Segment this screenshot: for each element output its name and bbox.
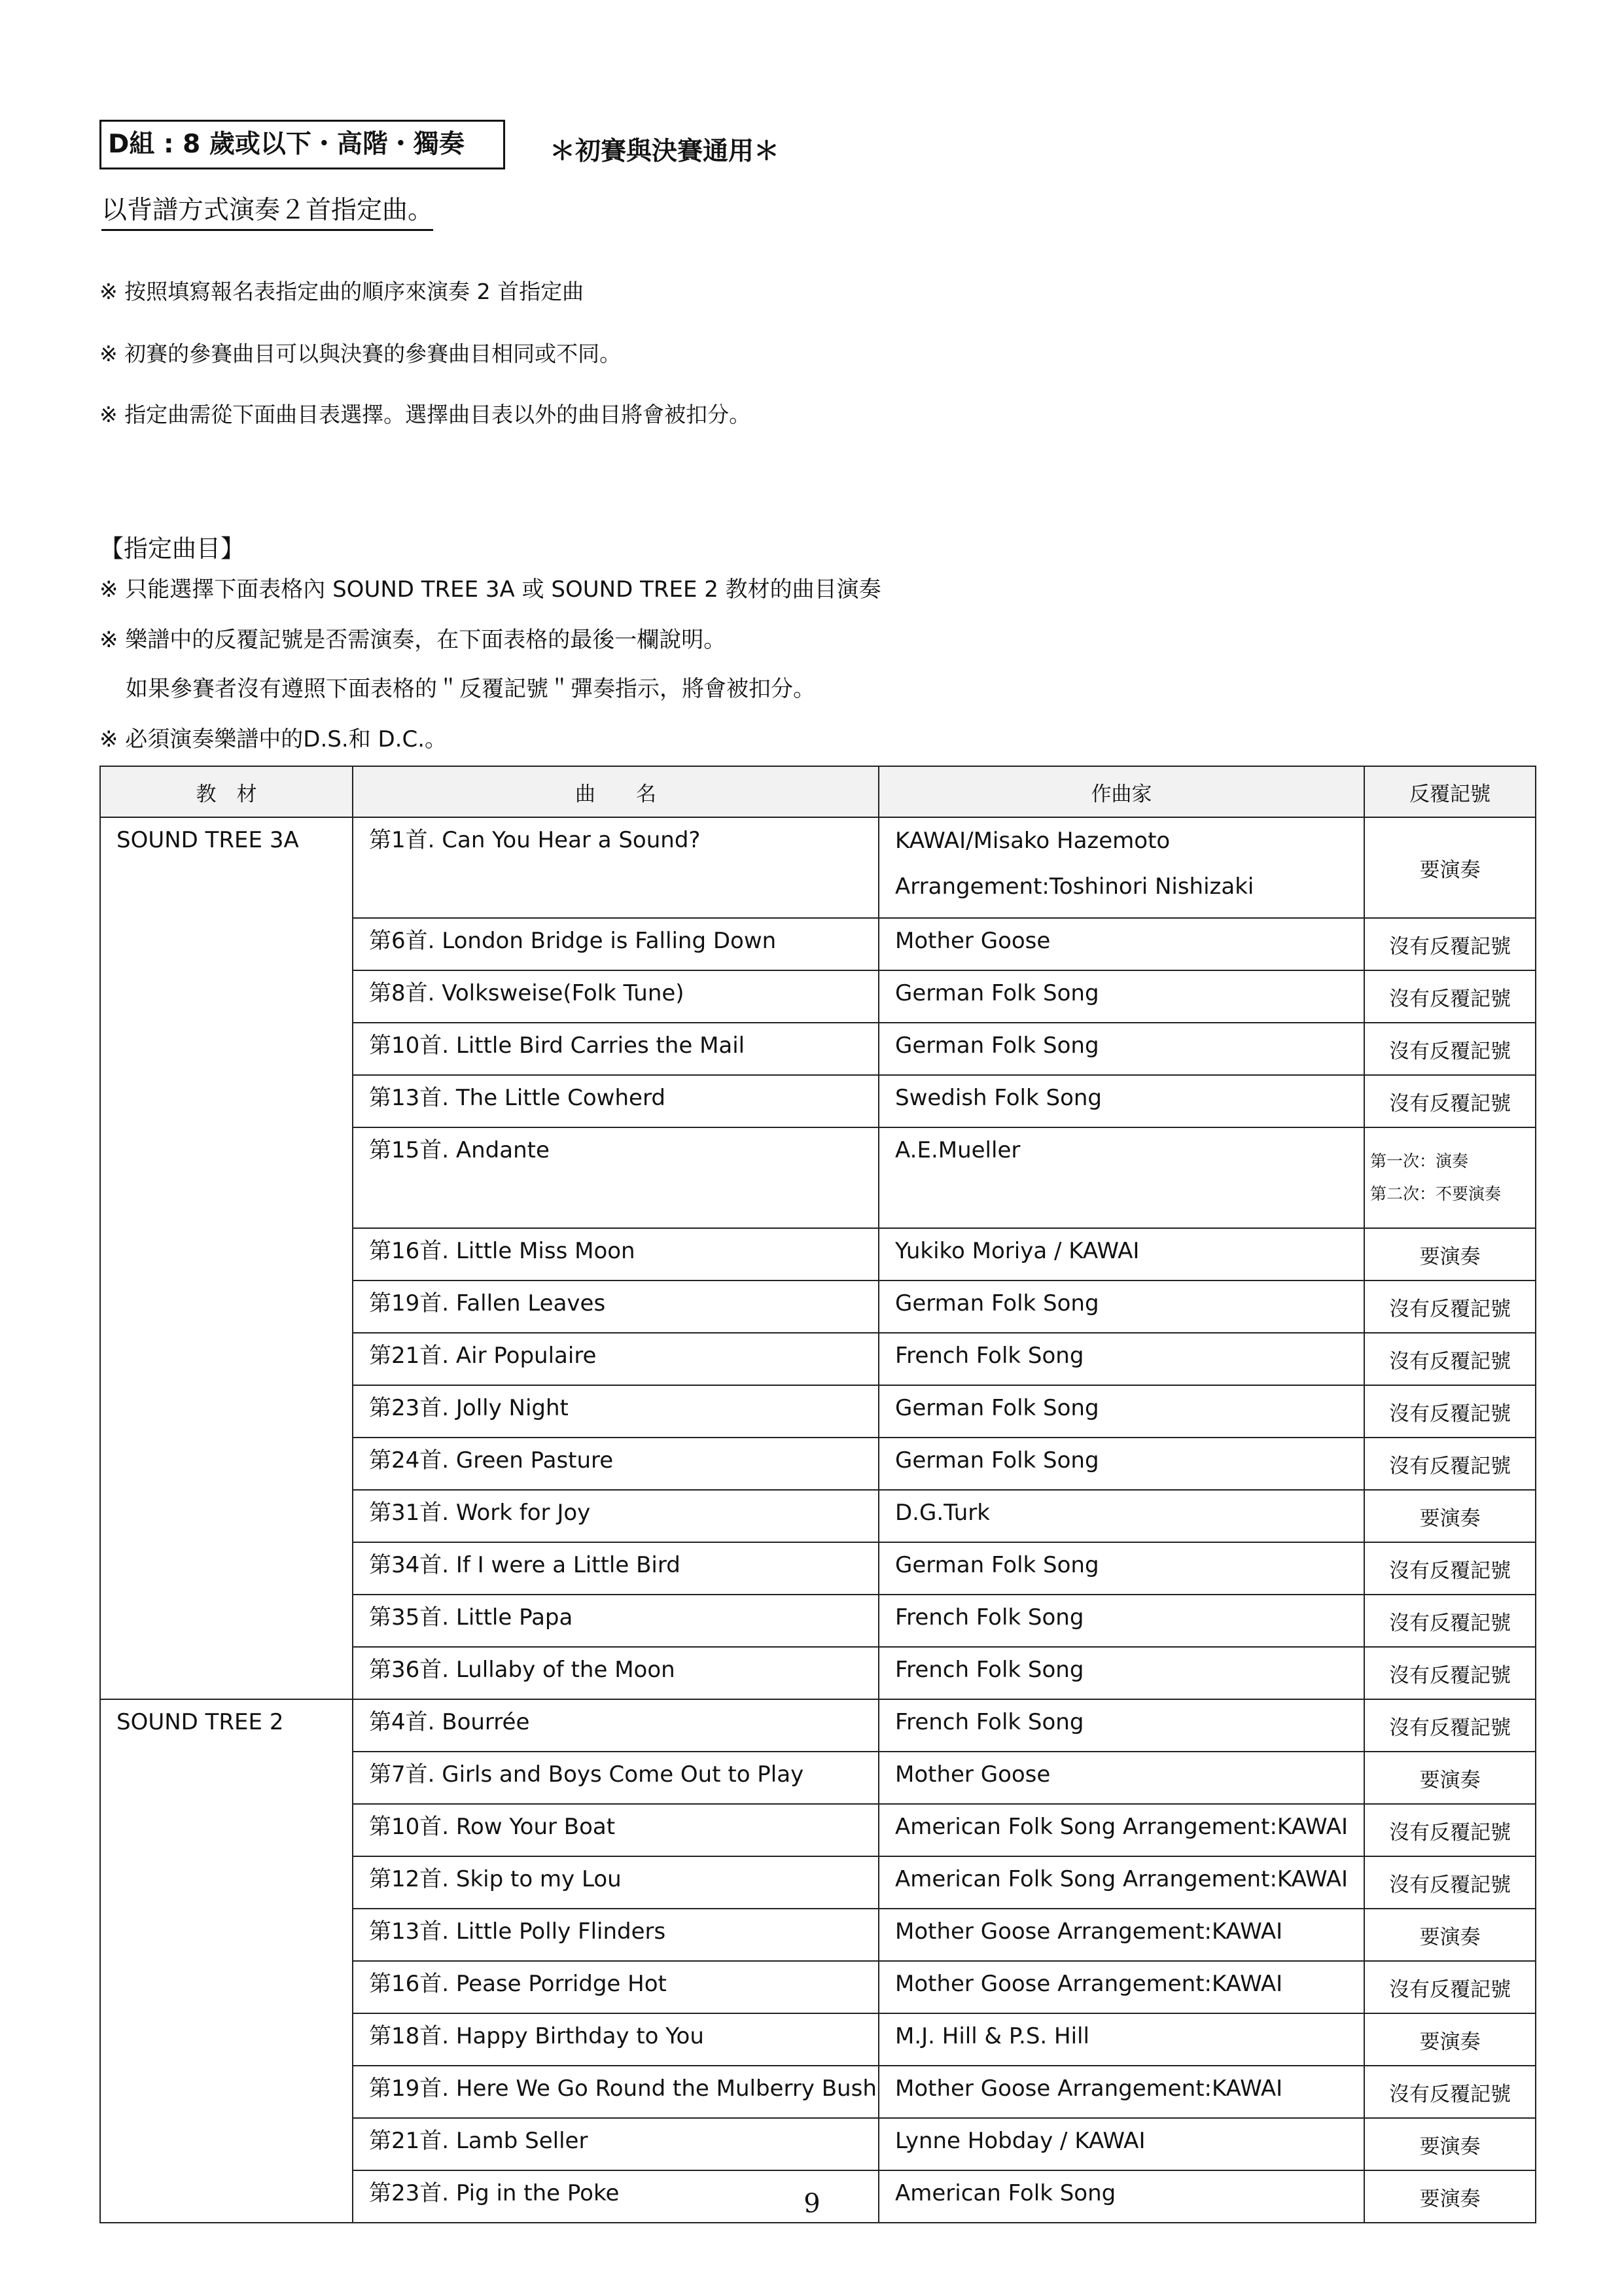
repeat-cell [1364, 1385, 1536, 1438]
material-cell-continued [100, 1127, 353, 1228]
title-cell [353, 2013, 879, 2066]
composer-cell [879, 1909, 1364, 1961]
material-cell-continued [100, 1438, 353, 1490]
title-cell [353, 1752, 879, 1804]
title-cell [353, 1595, 879, 1647]
page-number: 9 [803, 2189, 821, 2219]
composer-cell [879, 1647, 1364, 1699]
table-row [100, 970, 1536, 1023]
title-cell [353, 1490, 879, 1542]
material-cell-continued [100, 1075, 353, 1127]
repeat-instruction: 沒有反覆記號 [1389, 1663, 1511, 1687]
composer-name: Arrangement:Toshinori Nishizaki [895, 874, 1254, 900]
table-row [100, 1752, 1536, 1804]
composer-cell [879, 1228, 1364, 1280]
composer-name: A.E.Mueller [895, 1137, 1021, 1163]
composer-cell [879, 918, 1364, 970]
material-cell-continued [100, 970, 353, 1023]
composer-cell [879, 1075, 1364, 1127]
table-body [100, 817, 1536, 2223]
repeat-cell [1364, 2013, 1536, 2066]
rule-ds-dc: ※ 必須演奏樂譜中的D.S.和 D.C.。 [99, 726, 448, 752]
table-row [100, 1023, 1536, 1075]
repeat-instruction: 沒有反覆記號 [1389, 2082, 1511, 2106]
title-cell [353, 1385, 879, 1438]
composer-cell [879, 1542, 1364, 1595]
title-cell [353, 1909, 879, 1961]
composer-cell [879, 1385, 1364, 1438]
table-row [100, 2066, 1536, 2118]
piece-title: 第6首. London Bridge is Falling Down [369, 928, 777, 954]
table-row [100, 1647, 1536, 1699]
composer-name: M.J. Hill & P.S. Hill [895, 2023, 1089, 2049]
piece-title: 第7首. Girls and Boys Come Out to Play [369, 1761, 804, 1788]
repeat-cell [1364, 1647, 1536, 1699]
repeat-instruction: 沒有反覆記號 [1389, 1091, 1511, 1116]
title-cell [353, 1856, 879, 1909]
material-cell-continued [100, 1023, 353, 1075]
note-order: ※ 按照填寫報名表指定曲的順序來演奏 2 首指定曲 [99, 279, 584, 304]
material-cell-continued [100, 2118, 353, 2170]
repeat-instruction: 沒有反覆記號 [1389, 1402, 1511, 1426]
title-cell [353, 1023, 879, 1075]
repeat-cell [1364, 817, 1536, 918]
repeat-cell [1364, 1804, 1536, 1856]
piece-title: 第34首. If I were a Little Bird [369, 1552, 680, 1578]
piece-title: 第16首. Pease Porridge Hot [369, 1971, 667, 1997]
repeat-cell [1364, 1542, 1536, 1595]
composer-name: American Folk Song [895, 2180, 1116, 2206]
composer-cell [879, 1752, 1364, 1804]
composer-name: Mother Goose Arrangement:KAWAI [895, 1918, 1283, 1945]
material-cell-continued [100, 1856, 353, 1909]
rule-repeat-signs: ※ 樂譜中的反覆記號是否需演奏，在下面表格的最後一欄說明。 [99, 627, 726, 653]
piece-title: 第8首. Volksweise(Folk Tune) [369, 980, 684, 1006]
title-cell [353, 1542, 879, 1595]
table-row [100, 1909, 1536, 1961]
composer-cell [879, 1699, 1364, 1752]
repeat-instruction: 第一次：演奏 [1370, 1152, 1469, 1171]
composer-name: D.G.Turk [895, 1500, 990, 1526]
repeat-instruction: 要演奏 [1419, 858, 1481, 882]
repeat-instruction: 要演奏 [1419, 2187, 1481, 2211]
piece-title: 第21首. Air Populaire [369, 1343, 597, 1369]
material-cell-continued [100, 1385, 353, 1438]
repeat-cell [1364, 1333, 1536, 1385]
repeat-cell [1364, 1438, 1536, 1490]
rule-materials: ※ 只能選擇下面表格內 SOUND TREE 3A 或 SOUND TREE 2 教材的曲目演奏 [99, 576, 881, 603]
piece-title: 第4首. Bourrée [369, 1709, 530, 1735]
table-row [100, 817, 1536, 918]
table-row [100, 2013, 1536, 2066]
composer-cell [879, 1438, 1364, 1490]
repeat-instruction: 沒有反覆記號 [1389, 1611, 1511, 1635]
table-row [100, 1542, 1536, 1595]
composer-name: Lynne Hobday / KAWAI [895, 2128, 1146, 2154]
piece-title: 第18首. Happy Birthday to You [369, 2023, 704, 2049]
piece-title: 第16首. Little Miss Moon [369, 1238, 635, 1264]
repeat-cell [1364, 1961, 1536, 2013]
repeat-cell [1364, 1490, 1536, 1542]
repeat-instruction: 要演奏 [1419, 1245, 1481, 1269]
repeat-instruction: 第二次：不要演奏 [1370, 1184, 1502, 1203]
piece-title: 第10首. Row Your Boat [369, 1814, 616, 1840]
composer-name: French Folk Song [895, 1343, 1084, 1369]
composer-cell [879, 1280, 1364, 1333]
repeat-cell [1364, 1075, 1536, 1127]
material-name: SOUND TREE 3A [116, 827, 299, 853]
repeat-cell [1364, 1595, 1536, 1647]
repeat-cell [1364, 2118, 1536, 2170]
repeat-cell [1364, 1023, 1536, 1075]
title-cell [353, 1075, 879, 1127]
material-cell-continued [100, 1961, 353, 2013]
piece-table [99, 766, 1536, 2223]
title-cell [353, 1127, 879, 1228]
composer-name: Mother Goose [895, 928, 1051, 954]
material-cell [100, 817, 353, 918]
material-cell-continued [100, 1280, 353, 1333]
repeat-cell [1364, 1127, 1536, 1228]
common-note: ＊初賽與決賽通用＊ [550, 137, 780, 166]
material-cell-continued [100, 1804, 353, 1856]
composer-cell [879, 1804, 1364, 1856]
repeat-instruction: 沒有反覆記號 [1389, 1039, 1511, 1063]
table-row [100, 1075, 1536, 1127]
piece-title: 第21首. Lamb Seller [369, 2128, 588, 2154]
material-cell-continued [100, 1228, 353, 1280]
composer-name: American Folk Song Arrangement:KAWAI [895, 1866, 1349, 1892]
title-cell [353, 970, 879, 1023]
composer-name: French Folk Song [895, 1657, 1084, 1683]
repeat-instruction: 沒有反覆記號 [1389, 1349, 1511, 1373]
title-cell [353, 1333, 879, 1385]
composer-cell [879, 1595, 1364, 1647]
note-same-or-different: ※ 初賽的參賽曲目可以與決賽的參賽曲目相同或不同。 [99, 341, 622, 366]
material-cell-continued [100, 1542, 353, 1595]
table-header-row [100, 766, 1536, 817]
material-cell-continued [100, 1647, 353, 1699]
piece-title: 第13首. Little Polly Flinders [369, 1918, 666, 1945]
title-cell [353, 1280, 879, 1333]
note-penalty: ※ 指定曲需從下面曲目表選擇。選擇曲目表以外的曲目將會被扣分。 [99, 402, 751, 427]
table-row [100, 1804, 1536, 1856]
composer-name: American Folk Song Arrangement:KAWAI [895, 1814, 1349, 1840]
composer-cell [879, 1856, 1364, 1909]
rule-repeat-penalty: 如果參賽者沒有遵照下面表格的＂反覆記號＂彈奏指示，將會被扣分。 [126, 676, 815, 702]
table-row [100, 1490, 1536, 1542]
repeat-instruction: 沒有反覆記號 [1389, 1716, 1511, 1740]
table-row [100, 1699, 1536, 1752]
composer-name: German Folk Song [895, 1447, 1099, 1474]
material-cell [100, 1699, 353, 1752]
title-cell [353, 1647, 879, 1699]
composer-cell [879, 1490, 1364, 1542]
header-repeat: 反覆記號 [1364, 766, 1536, 817]
material-cell-continued [100, 1333, 353, 1385]
composer-cell [879, 2013, 1364, 2066]
piece-title: 第31首. Work for Joy [369, 1500, 591, 1526]
section-heading: 【指定曲目】 [99, 535, 245, 563]
repeat-instruction: 沒有反覆記號 [1389, 987, 1511, 1011]
composer-cell [879, 1127, 1364, 1228]
composer-name: German Folk Song [895, 1290, 1099, 1316]
composer-cell [879, 2118, 1364, 2170]
repeat-instruction: 沒有反覆記號 [1389, 934, 1511, 959]
composer-cell [879, 1333, 1364, 1385]
composer-name: Yukiko Moriya / KAWAI [895, 1238, 1140, 1264]
repeat-cell [1364, 1909, 1536, 1961]
title-cell [353, 1804, 879, 1856]
composer-cell [879, 1023, 1364, 1075]
table-row [100, 918, 1536, 970]
repeat-instruction: 要演奏 [1419, 1925, 1481, 1949]
composer-name: German Folk Song [895, 980, 1099, 1006]
repeat-instruction: 要演奏 [1419, 1768, 1481, 1792]
table-row [100, 1333, 1536, 1385]
repeat-instruction: 要演奏 [1419, 1506, 1481, 1530]
repeat-cell [1364, 1856, 1536, 1909]
table-row [100, 1127, 1536, 1228]
piece-title: 第19首. Here We Go Round the Mulberry Bush [369, 2075, 877, 2102]
material-cell-continued [100, 2066, 353, 2118]
composer-cell [879, 2066, 1364, 2118]
piece-title: 第15首. Andante [369, 1137, 550, 1163]
header-material: 教 材 [100, 766, 353, 817]
repeat-cell [1364, 1699, 1536, 1752]
composer-name: German Folk Song [895, 1033, 1099, 1059]
composer-cell [879, 970, 1364, 1023]
material-cell-continued [100, 1752, 353, 1804]
composer-name: Mother Goose [895, 1761, 1051, 1788]
table-row [100, 2118, 1536, 2170]
repeat-instruction: 沒有反覆記號 [1389, 1297, 1511, 1321]
repeat-cell [1364, 2066, 1536, 2118]
repeat-instruction: 要演奏 [1419, 2030, 1481, 2054]
composer-name: Mother Goose Arrangement:KAWAI [895, 1971, 1283, 1997]
piece-title: 第36首. Lullaby of the Moon [369, 1657, 675, 1683]
repeat-instruction: 沒有反覆記號 [1389, 1559, 1511, 1583]
piece-title: 第1首. Can You Hear a Sound? [369, 827, 701, 853]
table-row [100, 1856, 1536, 1909]
composer-name: French Folk Song [895, 1709, 1084, 1735]
composer-name: Mother Goose Arrangement:KAWAI [895, 2075, 1283, 2102]
piece-title: 第23首. Pig in the Poke [369, 2180, 620, 2206]
piece-title: 第23首. Jolly Night [369, 1395, 569, 1421]
title-cell [353, 1961, 879, 2013]
piece-title: 第35首. Little Papa [369, 1604, 573, 1631]
title-cell [353, 1699, 879, 1752]
title-cell [353, 1228, 879, 1280]
table-row [100, 1228, 1536, 1280]
group-label-box [99, 120, 505, 169]
repeat-instruction: 沒有反覆記號 [1389, 1873, 1511, 1897]
repeat-cell [1364, 970, 1536, 1023]
repeat-instruction: 沒有反覆記號 [1389, 1977, 1511, 2002]
table-row [100, 1595, 1536, 1647]
title-cell [353, 2066, 879, 2118]
composer-name: French Folk Song [895, 1604, 1084, 1631]
repeat-instruction: 要演奏 [1419, 2134, 1481, 2159]
repeat-cell [1364, 918, 1536, 970]
repeat-cell [1364, 1228, 1536, 1280]
material-cell-continued [100, 1595, 353, 1647]
repeat-cell [1364, 1280, 1536, 1333]
piece-title: 第13首. The Little Cowherd [369, 1085, 665, 1111]
piece-title: 第19首. Fallen Leaves [369, 1290, 606, 1316]
title-cell [353, 2118, 879, 2170]
composer-name: KAWAI/Misako Hazemoto [895, 828, 1171, 854]
material-cell-continued [100, 2013, 353, 2066]
title-cell [353, 1438, 879, 1490]
header-composer: 作曲家 [879, 766, 1364, 817]
table-row [100, 1280, 1536, 1333]
instruction-underlined: 以背譜方式演奏２首指定曲。 [101, 190, 433, 231]
group-label: D組 : 8 歲或以下・高階・獨奏 [108, 130, 465, 159]
repeat-instruction: 沒有反覆記號 [1389, 1454, 1511, 1478]
piece-title: 第10首. Little Bird Carries the Mail [369, 1033, 745, 1059]
piece-title: 第24首. Green Pasture [369, 1447, 614, 1474]
header-title: 曲 名 [353, 766, 879, 817]
title-cell [353, 918, 879, 970]
piece-title: 第12首. Skip to my Lou [369, 1866, 622, 1892]
composer-name: German Folk Song [895, 1395, 1099, 1421]
table-row [100, 1438, 1536, 1490]
table-row [100, 1385, 1536, 1438]
table-row [100, 1961, 1536, 2013]
title-cell [353, 817, 879, 918]
material-name: SOUND TREE 2 [116, 1709, 284, 1735]
repeat-instruction: 沒有反覆記號 [1389, 1820, 1511, 1845]
repeat-cell [1364, 1752, 1536, 1804]
material-cell-continued [100, 918, 353, 970]
material-cell-continued [100, 1490, 353, 1542]
composer-cell [879, 1961, 1364, 2013]
composer-name: German Folk Song [895, 1552, 1099, 1578]
composer-cell [879, 817, 1364, 918]
material-cell-continued [100, 1909, 353, 1961]
composer-name: Swedish Folk Song [895, 1085, 1103, 1111]
